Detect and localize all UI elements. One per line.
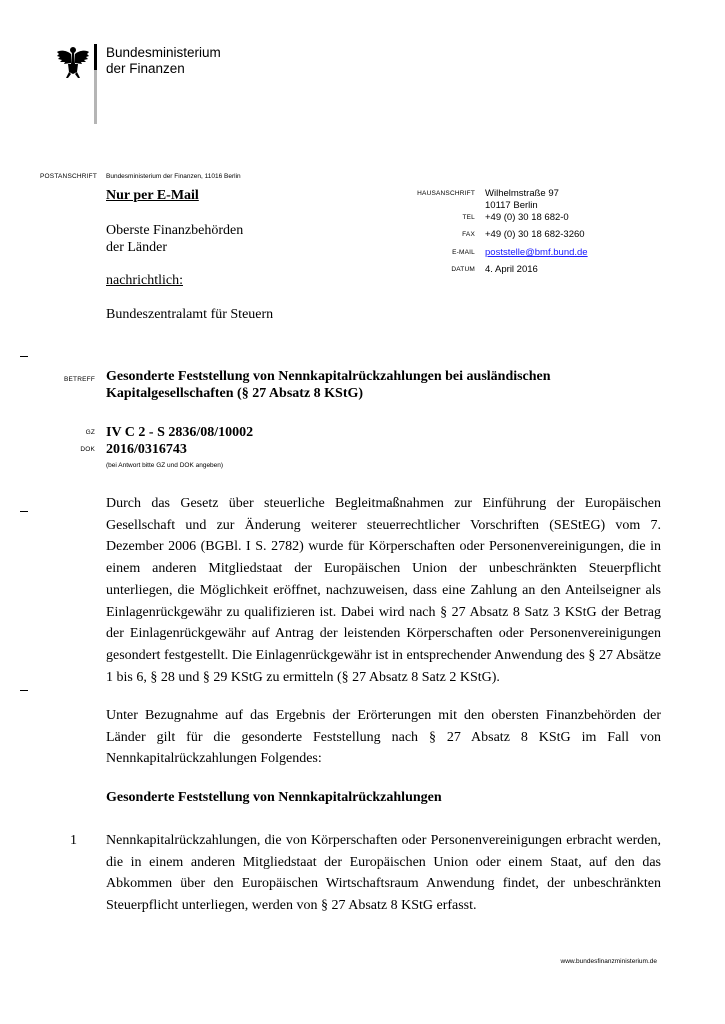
email-label: E-MAIL	[452, 249, 475, 256]
federal-eagle-icon	[56, 44, 90, 80]
subject-text: Gesonderte Feststellung von Nennkapitalrückzahlungen bei ausländischen Kapitalgesellschaften (§ 27 Absatz 8 KStG)	[106, 369, 551, 401]
body-paragraph-2: Unter Bezugnahme auf das Ergebnis der Erörterungen mit den obersten Finanzbehörden der Länder gilt für die gesonderte Feststellung nach § 27 Absatz 8 KStG im Fall von Nennkapitalrückzahlungen Folgendes:	[106, 708, 661, 767]
logo-line-1: Bundesministerium	[106, 45, 221, 60]
address-line-2: 10117 Berlin	[485, 200, 538, 211]
gz-value: IV C 2 - S 2836/08/10002	[106, 425, 254, 440]
logo-divider-grey	[94, 70, 97, 124]
fax-label: FAX	[462, 231, 475, 238]
date-label: DATUM	[451, 266, 475, 273]
email-link[interactable]: poststelle@bmf.bund.de	[485, 247, 588, 258]
postal-address: Bundesministerium der Finanzen, 11016 Berlin	[106, 173, 241, 180]
tel-label: TEL	[462, 214, 475, 221]
date-value: 4. April 2016	[485, 264, 538, 275]
fold-mark	[20, 356, 28, 357]
address-line-1: Wilhelmstraße 97	[485, 188, 559, 199]
dok-label: DOK	[80, 446, 95, 453]
subject-label: BETREFF	[63, 376, 95, 383]
body-paragraph-1: Durch das Gesetz über steuerliche Begleitmaßnahmen zur Einführung der Europäischen Gesellschaft und zur Änderung weiterer steuerrechtlicher Vorschriften (SEStEG) vom 7. Dezember 2006 (BGBl. I S. 2782) wurde für Körperschaften oder Personenvereinigungen, die in einem anderen Mitgliedstaat der Europäischen Union der unbeschränkten Steuerpflicht unterliegen, die Möglichkeit eröffnet, nachzuweisen, dass eine Zahlung an den Anteilseigner als Einlagenrückgewähr zu qualifizieren ist. Dabei wird nach § 27 Absatz 8 Satz 3 KStG der Betrag der Einlagenrückgewähr auf Antrag der leistenden Körperschaften oder Personenvereinigungen gesondert festgestellt. Die Einlagenrückgewähr ist in entsprechender Anwendung des § 27 Absätze 1 bis 6, § 28 und § 29 KStG zu ermitteln (§ 27 Absatz 8 Satz 2 KStG).	[106, 496, 661, 685]
item-text: Nennkapitalrückzahlungen, die von Körperschaften oder Personenvereinigungen erbracht werden, die in einem anderen Mitgliedstaat der Europäischen Union oder einem Staat, auf den das Abkommen über den Europäischen Wirtschaftsraum Anwendung findet, der unbeschränkten Steuerpflicht unterliegen, werden von § 27 Absatz 8 KStG erfasst.	[106, 833, 661, 914]
fax-value: +49 (0) 30 18 682-3260	[485, 229, 585, 240]
item-number: 1	[70, 833, 77, 848]
logo-line-2: der Finanzen	[106, 61, 185, 76]
fold-mark	[20, 690, 28, 691]
recipient-cc-label: nachrichtlich:	[106, 273, 183, 288]
section-heading: Gesonderte Feststellung von Nennkapitalrückzahlungen	[106, 790, 442, 805]
recipient-line: Oberste Finanzbehörden	[106, 223, 244, 238]
punch-mark	[20, 511, 28, 512]
recipient-delivery-note: Nur per E-Mail	[106, 188, 199, 203]
recipient-line: Bundeszentralamt für Steuern	[106, 307, 274, 322]
footer-url: www.bundesfinanzministerium.de	[560, 958, 657, 965]
address-label: HAUSANSCHRIFT	[417, 190, 475, 197]
recipient-line: der Länder	[106, 240, 168, 255]
ministry-logo-text	[106, 45, 221, 77]
gz-label: GZ	[85, 429, 95, 436]
tel-value: +49 (0) 30 18 682-0	[485, 212, 569, 223]
postal-label: POSTANSCHRIFT	[40, 173, 98, 180]
reference-note: (bei Antwort bitte GZ und DOK angeben)	[106, 462, 224, 469]
dok-value: 2016/0316743	[106, 442, 187, 457]
